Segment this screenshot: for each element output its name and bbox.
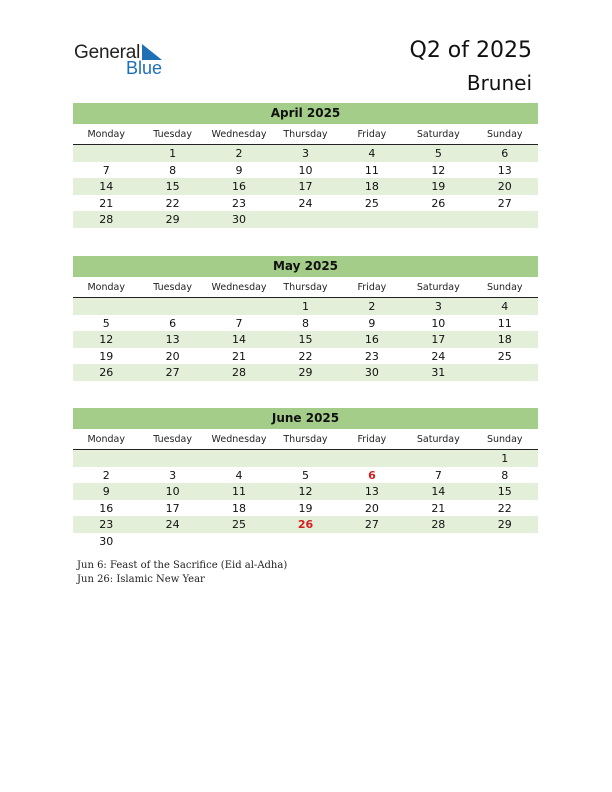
day-cell: 16 [232, 180, 247, 194]
day-cell: 5 [102, 316, 110, 330]
month-june [73, 408, 538, 550]
weekday-label: Wednesday [211, 129, 267, 140]
day-cell: 10 [431, 316, 446, 330]
day-cell [472, 364, 538, 381]
day-cell: 4 [368, 147, 376, 160]
week-row [73, 211, 538, 228]
country-name: Brunei [466, 71, 532, 95]
day-cell: 17 [165, 501, 180, 515]
day-cell: 9 [102, 485, 110, 499]
day-cell [272, 533, 338, 550]
weekday-label: Friday [357, 129, 387, 140]
day-cell [206, 533, 272, 550]
day-cell: 16 [99, 501, 114, 515]
day-cell [405, 533, 471, 550]
month-header: May 2025 [73, 256, 538, 277]
weekday-label: Sunday [486, 129, 523, 140]
weekday-label: Saturday [416, 434, 460, 445]
weekday-row [73, 124, 538, 145]
week-row [73, 315, 538, 332]
day-cell: 29 [298, 366, 313, 380]
day-cell: 11 [364, 163, 379, 177]
day-cell [73, 298, 139, 315]
day-cell: 29 [165, 213, 180, 227]
day-cell: 29 [497, 518, 512, 532]
weekday-label: Friday [357, 282, 387, 293]
day-cell: 21 [431, 501, 446, 515]
day-cell: 28 [99, 213, 114, 227]
day-cell: 28 [232, 366, 247, 380]
day-cell: 15 [497, 485, 512, 499]
day-cell: 4 [235, 468, 243, 482]
logo-blue-text: Blue [126, 58, 163, 78]
week-row [73, 331, 538, 348]
day-cell [272, 211, 338, 228]
week-row [73, 348, 538, 365]
weekday-label: Sunday [486, 282, 523, 293]
weekday-label: Monday [87, 434, 125, 445]
weekday-label: Tuesday [153, 129, 192, 140]
day-cell [405, 211, 471, 228]
day-cell [272, 450, 338, 467]
day-cell: 22 [165, 196, 180, 210]
day-cell: 28 [431, 518, 446, 532]
day-cell: 14 [232, 333, 247, 347]
day-cell: 21 [99, 196, 114, 210]
day-cell: 26 [99, 366, 114, 380]
month-header: June 2025 [73, 408, 538, 429]
week-row [73, 364, 538, 381]
holiday-note: Jun 6: Feast of the Sacrifice (Eid al-Adha) [77, 560, 288, 571]
day-cell: 27 [497, 196, 512, 210]
day-cell: 13 [364, 485, 379, 499]
weekday-label: Saturday [416, 282, 460, 293]
day-cell: 6 [169, 316, 177, 330]
day-cell: 9 [235, 163, 243, 177]
day-cell: 7 [235, 316, 243, 330]
day-cell: 8 [301, 316, 309, 330]
week-row [73, 162, 538, 179]
day-cell: 14 [431, 485, 446, 499]
day-cell: 24 [431, 349, 446, 363]
day-cell: 8 [501, 468, 509, 482]
day-cell: 15 [165, 180, 180, 194]
day-cell: 27 [364, 518, 379, 532]
day-cell: 14 [99, 180, 114, 194]
day-cell: 4 [501, 300, 509, 313]
weekday-row [73, 429, 538, 450]
week-row [73, 500, 538, 517]
day-cell: 3 [434, 300, 442, 313]
week-row [73, 516, 538, 533]
day-cell: 20 [165, 349, 180, 363]
day-cell: 10 [165, 485, 180, 499]
day-cell: 11 [497, 316, 512, 330]
weekday-label: Monday [87, 129, 125, 140]
month-header: April 2025 [73, 103, 538, 124]
day-cell [139, 450, 205, 467]
day-cell: 19 [99, 349, 114, 363]
month-may [73, 256, 538, 381]
day-cell: 6 [368, 468, 376, 482]
day-cell [339, 533, 405, 550]
day-cell: 18 [364, 180, 379, 194]
weekday-label: Wednesday [211, 434, 267, 445]
day-cell: 1 [301, 300, 309, 313]
day-cell: 20 [497, 180, 512, 194]
weekday-label: Tuesday [153, 282, 192, 293]
page-title: Q2 of 2025 [409, 38, 532, 63]
week-row [73, 195, 538, 212]
day-cell: 7 [102, 163, 110, 177]
day-cell: 22 [497, 501, 512, 515]
day-cell: 12 [431, 163, 446, 177]
day-cell [139, 533, 205, 550]
weekday-label: Sunday [486, 434, 523, 445]
day-cell [73, 145, 139, 162]
day-cell: 23 [364, 349, 379, 363]
day-cell: 7 [434, 468, 442, 482]
day-cell [139, 298, 205, 315]
day-cell: 23 [99, 518, 114, 532]
day-cell: 25 [232, 518, 247, 532]
day-cell: 19 [431, 180, 446, 194]
day-cell: 18 [232, 501, 247, 515]
week-row [73, 467, 538, 484]
day-cell: 9 [368, 316, 376, 330]
day-cell: 25 [497, 349, 512, 363]
day-cell: 1 [169, 147, 177, 160]
day-cell: 12 [99, 333, 114, 347]
day-cell: 26 [431, 196, 446, 210]
day-cell: 2 [102, 468, 110, 482]
week-row [73, 145, 538, 162]
day-cell: 18 [497, 333, 512, 347]
day-cell: 8 [169, 163, 177, 177]
day-cell: 11 [232, 485, 247, 499]
day-cell: 30 [99, 534, 114, 548]
day-cell: 26 [297, 518, 314, 532]
day-cell [472, 211, 538, 228]
day-cell: 24 [165, 518, 180, 532]
day-cell: 2 [235, 147, 243, 160]
weekday-label: Wednesday [211, 282, 267, 293]
day-cell: 30 [364, 366, 379, 380]
holiday-notes [77, 559, 287, 587]
holiday-note: Jun 26: Islamic New Year [77, 574, 205, 585]
weekday-row [73, 277, 538, 298]
day-cell: 5 [301, 468, 309, 482]
day-cell: 17 [431, 333, 446, 347]
day-cell: 3 [169, 468, 177, 482]
week-row [73, 178, 538, 195]
day-cell: 25 [364, 196, 379, 210]
week-row [73, 298, 538, 315]
weekday-label: Thursday [283, 434, 328, 445]
day-cell: 16 [364, 333, 379, 347]
day-cell [339, 450, 405, 467]
logo-general-text: General [74, 42, 141, 63]
day-cell: 6 [501, 147, 509, 160]
day-cell [206, 298, 272, 315]
weekday-label: Monday [87, 282, 125, 293]
weekday-label: Friday [357, 434, 387, 445]
day-cell: 5 [434, 147, 442, 160]
day-cell: 2 [368, 300, 376, 313]
day-cell: 22 [298, 349, 313, 363]
day-cell: 23 [232, 196, 247, 210]
day-cell: 19 [298, 501, 313, 515]
weekday-label: Thursday [283, 282, 328, 293]
day-cell [405, 450, 471, 467]
weekday-label: Thursday [283, 129, 328, 140]
day-cell: 17 [298, 180, 313, 194]
weekday-label: Tuesday [153, 434, 192, 445]
day-cell [472, 533, 538, 550]
day-cell: 21 [232, 349, 247, 363]
day-cell [339, 211, 405, 228]
week-row [73, 483, 538, 500]
day-cell: 30 [232, 213, 247, 227]
day-cell: 24 [298, 196, 313, 210]
day-cell: 3 [301, 147, 309, 160]
week-row [73, 450, 538, 467]
day-cell: 15 [298, 333, 313, 347]
day-cell: 31 [431, 366, 446, 380]
day-cell: 1 [501, 452, 509, 465]
day-cell [73, 450, 139, 467]
day-cell: 27 [165, 366, 180, 380]
day-cell [206, 450, 272, 467]
day-cell: 12 [298, 485, 313, 499]
weekday-label: Saturday [416, 129, 460, 140]
month-april [73, 103, 538, 228]
logo [74, 42, 174, 78]
week-row [73, 533, 538, 550]
day-cell: 10 [298, 163, 313, 177]
day-cell: 13 [165, 333, 180, 347]
day-cell: 13 [497, 163, 512, 177]
day-cell: 20 [364, 501, 379, 515]
